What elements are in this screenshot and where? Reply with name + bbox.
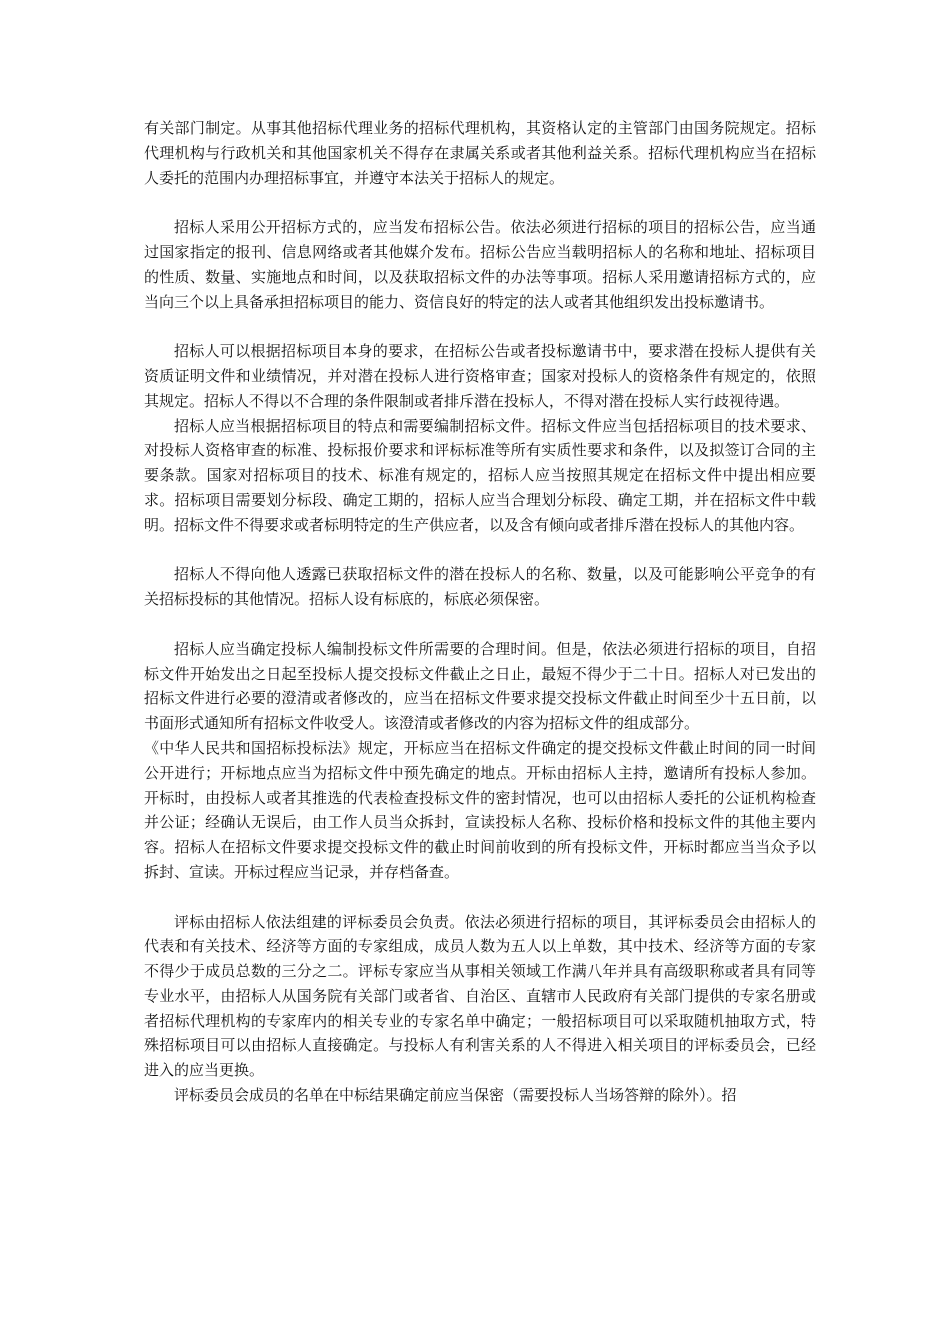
- paragraph-committee-list: 评标委员会成员的名单在中标结果确定前应当保密（需要投标人当场答辩的除外）。招: [174, 1086, 737, 1105]
- paragraph-announcement: 招标人采用公开招标方式的，应当发布招标公告。依法必须进行招标的项目的招标公告，应当通过国家指定的报刊、信息网络或者其他媒介发布。招标公告应当载明招标人的名称和地址、招标项目的性质、数量、实施地点和时间，以及获取招标文件的办法等事项。招标人采用邀请招标方式的，应当向三个以上具备承担招标项目的能力、资信良好的特定的法人或者其他组织发出投标邀请书。: [144, 218, 816, 311]
- body-text: [144, 116, 816, 1108]
- paragraph-confidentiality: 招标人不得向他人透露已获取招标文件的潜在投标人的名称、数量，以及可能影响公平竞争的有关招标投标的其他情况。招标人设有标底的，标底必须保密。: [144, 565, 816, 609]
- paragraph-bidding-time: 招标人应当确定投标人编制投标文件所需要的合理时间。但是，依法必须进行招标的项目，自招标文件开始发出之日起至投标人提交投标文件截止之日止，最短不得少于二十日。招标人对已发出的招标文件进行必要的澄清或者修改的，应当在招标文件要求提交投标文件截止时间至少十五日前，以书面形式通知所有招标文件收受人。该澄清或者修改的内容为招标文件的组成部分。: [144, 639, 816, 733]
- paragraph-qualification: 招标人可以根据招标项目本身的要求，在招标公告或者投标邀请书中，要求潜在投标人提供有关资质证明文件和业绩情况，并对潜在投标人进行资格审查；国家对投标人的资格条件有规定的，依照其规定。招标人不得以不合理的条件限制或者排斥潜在投标人，不得对潜在投标人实行歧视待遇。: [144, 342, 816, 410]
- paragraph-bid-opening: 《中华人民共和国招标投标法》规定，开标应当在招标文件确定的提交投标文件截止时间的同一时间公开进行；开标地点应当为招标文件中预先确定的地点。开标由招标人主持，邀请所有投标人参加。开标时，由投标人或者其推选的代表检查投标文件的密封情况，也可以由招标人委托的公证机构检查并公证；经确认无误后，由工作人员当众拆封，宣读投标人名称、投标价格和投标文件的其他主要内容。招标人在招标文件要求提交投标文件的截止时间前收到的所有投标文件，开标时都应当当众予以拆封、宣读。开标过程应当记录，并存档备查。: [144, 738, 816, 881]
- paragraph-tender-documents: 招标人应当根据招标项目的特点和需要编制招标文件。招标文件应当包括招标项目的技术要求、对投标人资格审查的标准、投标报价要求和评标标准等所有实质性要求和条件，以及拟签订合同的主要条款。国家对招标项目的技术、标准有规定的，招标人应当按照其规定在招标文件中提出相应要求。招标项目需要划分标段、确定工期的，招标人应当合理划分标段、确定工期，并在招标文件中载明。招标文件不得要求或者标明特定的生产供应者，以及含有倾向或者排斥潜在投标人的其他内容。: [144, 416, 816, 534]
- paragraph-evaluation-committee: 评标由招标人依法组建的评标委员会负责。依法必须进行招标的项目，其评标委员会由招标人的代表和有关技术、经济等方面的专家组成，成员人数为五人以上单数，其中技术、经济等方面的专家不得少于成员总数的三分之二。评标专家应当从事相关领域工作满八年并具有高级职称或者具有同等专业水平，由招标人从国务院有关部门或者省、自治区、直辖市人民政府有关部门提供的专家名册或者招标代理机构的专家库内的相关专业的专家名单中确定；一般招标项目可以采取随机抽取方式，特殊招标项目可以由招标人直接确定。与投标人有利害关系的人不得进入相关项目的评标委员会，已经进入的应当更换。: [144, 912, 816, 1080]
- paragraph-agency: 有关部门制定。从事其他招标代理业务的招标代理机构，其资格认定的主管部门由国务院规定。招标代理机构与行政机关和其他国家机关不得存在隶属关系或者其他利益关系。招标代理机构应当在招标人委托的范围内办理招标事宜，并遵守本法关于招标人的规定。: [144, 119, 816, 187]
